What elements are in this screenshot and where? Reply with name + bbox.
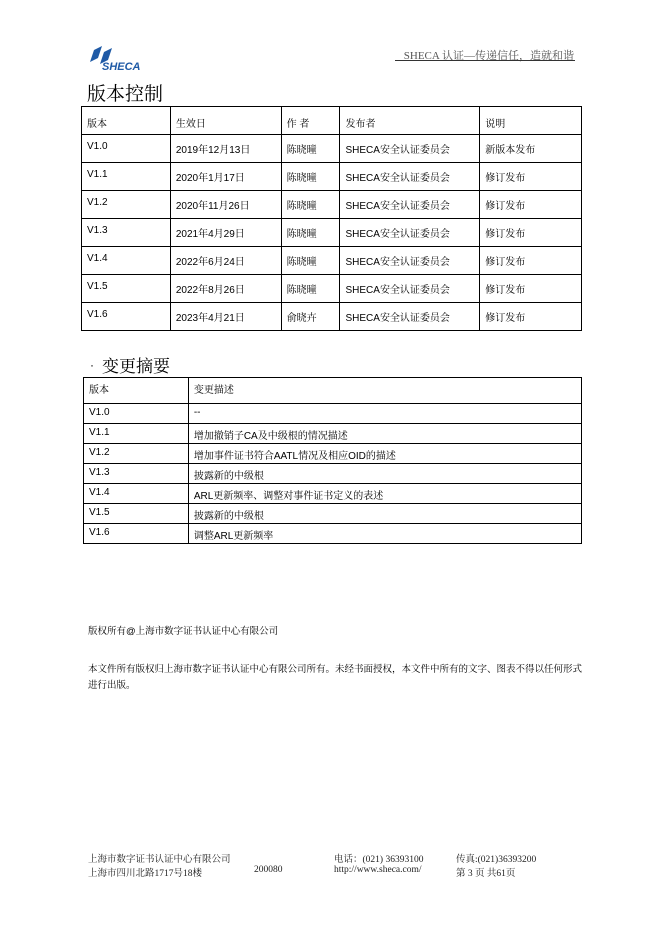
- change-summary-heading: [90, 352, 170, 377]
- footer-phone: 电话：(021) 36393100: [334, 855, 424, 865]
- date-cell: 2020年1月17日: [170, 163, 281, 191]
- note-cell: 修订发布: [480, 191, 582, 219]
- description-cell: 调整ARL更新频率: [188, 524, 581, 544]
- sheca-logo: [88, 44, 141, 73]
- publisher-cell: SHECA安全认证委员会: [340, 247, 480, 275]
- column-header: 发布者: [340, 107, 480, 135]
- date-cell: 2019年12月13日: [170, 135, 281, 163]
- version-cell: V1.0: [82, 135, 171, 163]
- column-header: 版本: [82, 107, 171, 135]
- date-cell: 2020年11月26日: [170, 191, 281, 219]
- publisher-cell: SHECA安全认证委员会: [340, 163, 480, 191]
- version-cell: V1.4: [82, 247, 171, 275]
- author-cell: 陈晓曈: [281, 275, 340, 303]
- description-cell: ARL更新频率、调整对事件证书定义的表述: [188, 484, 581, 504]
- table-row: [82, 275, 582, 303]
- version-cell: V1.5: [82, 275, 171, 303]
- note-cell: 修订发布: [480, 275, 582, 303]
- date-cell: 2022年8月26日: [170, 275, 281, 303]
- author-cell: 陈晓曈: [281, 135, 340, 163]
- table-row: [84, 404, 582, 424]
- publisher-cell: SHECA安全认证委员会: [340, 303, 480, 331]
- change-summary-table: [83, 377, 582, 544]
- column-header: 版本: [84, 378, 189, 404]
- table-row: [84, 444, 582, 464]
- change-summary-title: 变更摘要: [102, 357, 170, 376]
- table-row: [84, 504, 582, 524]
- publisher-cell: SHECA安全认证委员会: [340, 191, 480, 219]
- version-cell: V1.6: [82, 303, 171, 331]
- logo-text: SHECA: [102, 61, 141, 73]
- publisher-cell: SHECA安全认证委员会: [340, 135, 480, 163]
- footer-company: 上海市数字证书认证中心有限公司: [88, 855, 231, 865]
- header-rule: [395, 60, 575, 61]
- date-cell: 2022年6月24日: [170, 247, 281, 275]
- copyright-notice: 本文件所有版权归上海市数字证书认证中心有限公司所有。未经书面授权，本文件中所有的文字、图表不得以任何形式进行出版。: [88, 664, 583, 691]
- note-cell: 修订发布: [480, 247, 582, 275]
- author-cell: 陈晓曈: [281, 219, 340, 247]
- column-header: 变更描述: [188, 378, 581, 404]
- version-cell: V1.4: [84, 484, 189, 504]
- note-cell: 修订发布: [480, 219, 582, 247]
- description-cell: 披露新的中级根: [188, 504, 581, 524]
- header-tagline: SHECA 认证—传递信任，造就和谐: [403, 50, 574, 62]
- description-cell: --: [188, 404, 581, 424]
- description-cell: 增加事件证书符合AATL情况及相应OID的描述: [188, 444, 581, 464]
- table-row: [82, 247, 582, 275]
- version-cell: V1.1: [82, 163, 171, 191]
- date-cell: 2021年4月29日: [170, 219, 281, 247]
- version-cell: V1.3: [84, 464, 189, 484]
- publisher-cell: SHECA安全认证委员会: [340, 219, 480, 247]
- description-cell: 披露新的中级根: [188, 464, 581, 484]
- version-cell: V1.6: [84, 524, 189, 544]
- table-row: [82, 191, 582, 219]
- footer-postcode: 200080: [254, 865, 283, 875]
- table-row: [82, 219, 582, 247]
- table-row: [82, 135, 582, 163]
- publisher-cell: SHECA安全认证委员会: [340, 275, 480, 303]
- footer-fax: 传真:(021)36393200: [456, 855, 537, 865]
- version-cell: V1.2: [84, 444, 189, 464]
- version-cell: V1.0: [84, 404, 189, 424]
- footer-address: 上海市四川北路1717号18楼: [88, 869, 203, 879]
- table-row: [84, 524, 582, 544]
- note-cell: 修订发布: [480, 163, 582, 191]
- date-cell: 2023年4月21日: [170, 303, 281, 331]
- bullet-icon: ·: [90, 357, 94, 372]
- table-row: [84, 484, 582, 504]
- note-cell: 修订发布: [480, 303, 582, 331]
- footer-website-link[interactable]: http://www.sheca.com/: [334, 865, 422, 875]
- column-header: 生效日: [170, 107, 281, 135]
- version-control-heading: 版本控制: [87, 84, 164, 105]
- version-control-table: [81, 106, 582, 331]
- version-cell: V1.5: [84, 504, 189, 524]
- author-cell: 陈晓曈: [281, 191, 340, 219]
- table-row: [84, 464, 582, 484]
- table-row: [82, 163, 582, 191]
- table-header-row: [84, 378, 582, 404]
- table-row: [84, 424, 582, 444]
- author-cell: 陈晓曈: [281, 163, 340, 191]
- column-header: 作 者: [281, 107, 340, 135]
- version-cell: V1.3: [82, 219, 171, 247]
- copyright-line: 版权所有@上海市数字证书认证中心有限公司: [88, 626, 279, 637]
- table-header-row: [82, 107, 582, 135]
- description-cell: 增加撤销子CA及中级根的情况描述: [188, 424, 581, 444]
- author-cell: 俞晓卉: [281, 303, 340, 331]
- page-footer: [88, 851, 588, 879]
- version-cell: V1.1: [84, 424, 189, 444]
- column-header: 说明: [480, 107, 582, 135]
- version-cell: V1.2: [82, 191, 171, 219]
- table-row: [82, 303, 582, 331]
- author-cell: 陈晓曈: [281, 247, 340, 275]
- note-cell: 新版本发布: [480, 135, 582, 163]
- footer-page-number: 第 3 页 共61页: [456, 869, 516, 879]
